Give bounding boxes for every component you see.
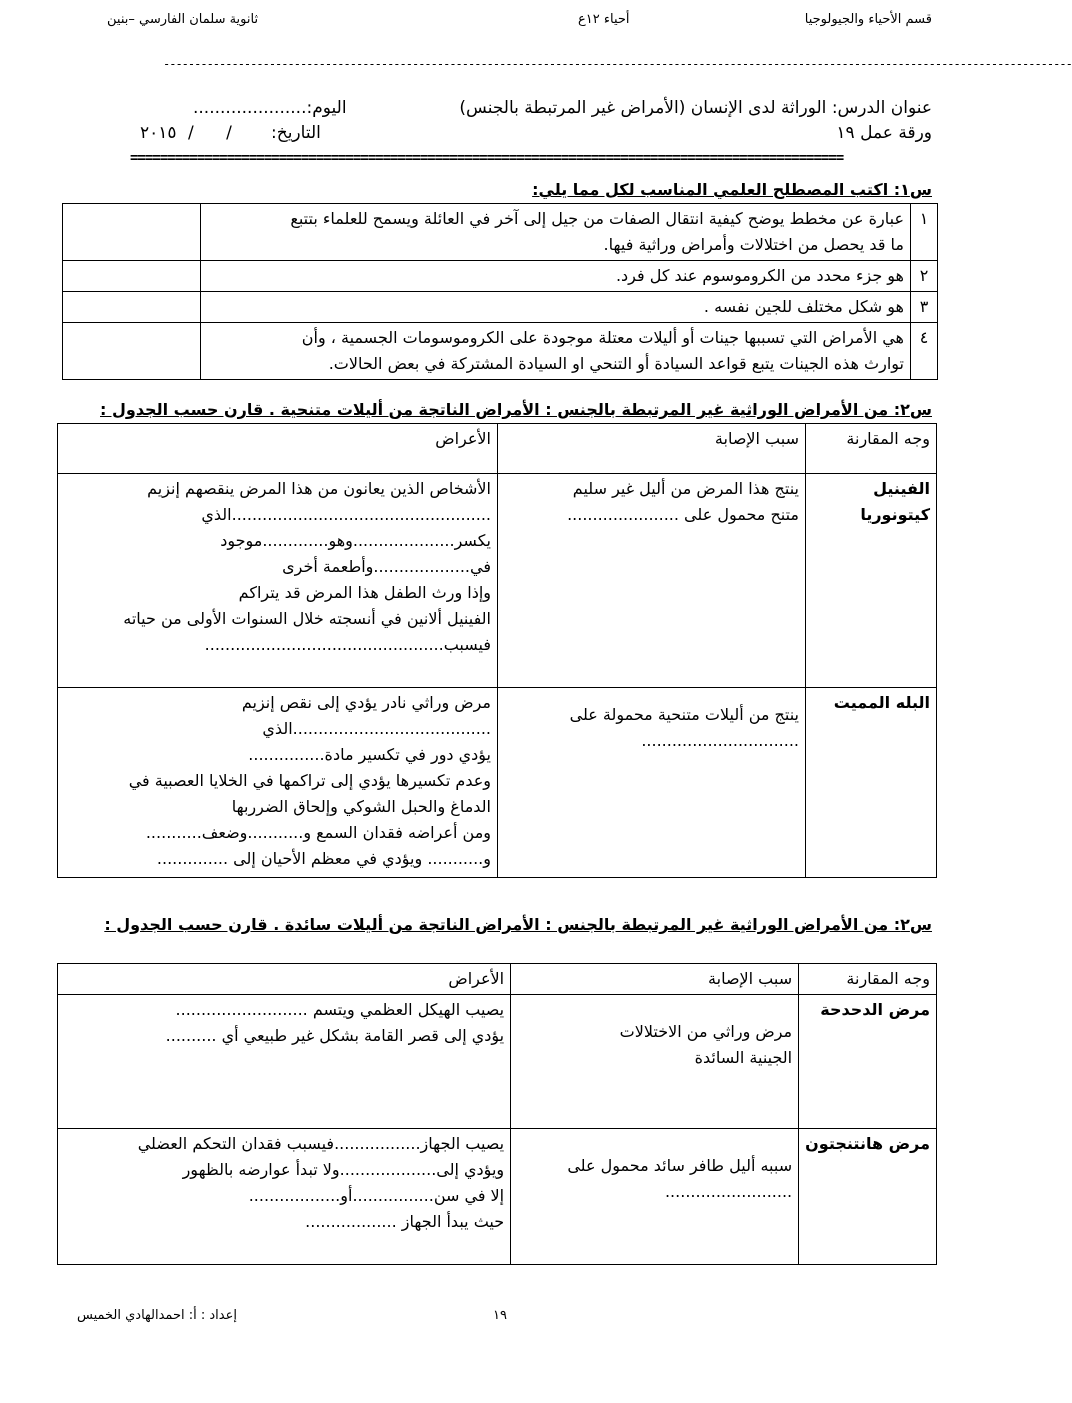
q1-row-text: هي الأمراض التي تسببها جينات أو أليلات معتلة موجودة على الكروموسومات الجسمية ، وأن توارث هذه الجينات يتبع قواعد السيادة أو التنحي او السيادة المشتركة في بعض الحالات.	[201, 323, 911, 380]
table-row	[63, 204, 938, 261]
q2-cause-cell[interactable]: ينتج من أليلات متنحية محمولة على ...............................	[498, 688, 806, 878]
q2-title: س٢: من الأمراض الوراثية غير المرتبطة بالجنس : الأمراض الناتجة من أليلات متنحية . قارن حسب الجدول :	[100, 400, 932, 419]
table-row	[58, 474, 937, 688]
date-slashes: / /	[188, 123, 232, 143]
q2-table	[57, 423, 937, 878]
q3-header-symptoms: الأعراض	[58, 964, 511, 995]
q2-cause-cell[interactable]: ينتج هذا المرض من أليل غير سليم متنح محمول على ......................	[498, 474, 806, 688]
table-row	[58, 964, 937, 995]
department-label: قسم الأحياء والجيولوجيا	[804, 12, 932, 27]
table-row	[58, 688, 937, 878]
q2-symptoms-cell[interactable]: مرض وراثي نادر يؤدي إلى نقص إنزيم .......................................الذي يؤدي دور في تكسير مادة............... وعدم تكسيرها يؤدي إلى تراكمها في الخلايا العصبية في الدماغ والحبل الشوكي وإلحاق الضرربها ومن أعراضه فقدان السمع و...........وضعف........... و........... ويؤدي في معظم الأحيان إلى ..............	[58, 688, 498, 878]
q3-disease-name: مرض الدحدحة	[799, 995, 937, 1129]
table-row	[63, 292, 938, 323]
table-row	[63, 261, 938, 292]
q1-title: س١: اكتب المصطلح العلمي المناسب لكل مما يلي:	[532, 180, 932, 199]
q2-disease-name: البله المميت	[806, 688, 937, 878]
q2-symptoms-cell[interactable]: الأشخاص الذين يعانون من هذا المرض ينقصهم إنزيم ...................................................الذي يكسر....................وهو.............موجود في...................وأطعمة أخرى وإذا ورث الطفل هذا المرض قد يتراكم الفينيل ألانين في أنسجته خلال السنوات الأولى من حياته فيسبب...............................................	[58, 474, 498, 688]
table-row	[63, 323, 938, 380]
q3-header-comparison: وجه المقارنة	[799, 964, 937, 995]
q3-cause-cell[interactable]: سببه أليل طافر سائد محمول على .........................	[511, 1129, 799, 1265]
q1-row-text: عبارة عن مخطط يوضح كيفية انتقال الصفات من جيل إلى آخر في العائلة ويسمح للعلماء بتتبع ما قد يحصل من اختلالات وأمراض وراثية فيها.	[201, 204, 911, 261]
q1-row-number: ٤	[911, 323, 938, 380]
table-row	[58, 424, 937, 474]
q2-header-comparison: وجه المقارنة	[806, 424, 937, 474]
date-year: ٢٠١٥	[140, 123, 177, 143]
q3-header-cause: سبب الإصابة	[511, 964, 799, 995]
q3-cause-cell[interactable]: مرض وراثي من الاختلالات الجينية السائدة	[511, 995, 799, 1129]
q1-row-text: هو شكل مختلف للجين نفسه .	[201, 292, 911, 323]
q1-table	[62, 203, 938, 380]
q1-row-text: هو جزء محدد من الكروموسوم عند كل فرد.	[201, 261, 911, 292]
q2-header-symptoms: الأعراض	[58, 424, 498, 474]
q3-title: س٢: من الأمراض الوراثية غير المرتبطة بالجنس : الأمراض الناتجة من أليلات سائدة . قارن حسب الجدول :	[104, 915, 932, 934]
prepared-by: إعداد : أ: احمدالهادي الخميس	[77, 1308, 237, 1323]
q1-answer-cell[interactable]	[63, 292, 201, 323]
q2-header-cause: سبب الإصابة	[498, 424, 806, 474]
page-number: ١٩	[493, 1308, 507, 1323]
table-row	[58, 995, 937, 1129]
school-label: ثانوية سلمان الفارسي –بنين	[107, 12, 259, 27]
date-label: التاريخ:	[271, 123, 321, 143]
worksheet-label: ورقة عمل ١٩	[836, 123, 932, 143]
q3-symptoms-cell[interactable]: يصيب الجهاز.................فيسبب فقدان التحكم العضلي ويؤدي إلى...................ولا تبدأ عوارضه بالظهور إلا في سن................أو.................. حيث يبدأ الجهاز ..................	[58, 1129, 511, 1265]
q2-disease-name: الفينيل كيتونوريا	[806, 474, 937, 688]
q3-symptoms-cell[interactable]: يصيب الهيكل العظمي ويتسم .......................... يؤدي إلى قصر القامة بشكل غير طبيعي أي ..........	[58, 995, 511, 1129]
day-field: اليوم:.....................	[193, 98, 347, 118]
q1-row-number: ٢	[911, 261, 938, 292]
q3-disease-name: مرض هانتنجتون	[799, 1129, 937, 1265]
table-row	[58, 1129, 937, 1265]
separator-dashes: --------------------------------------------------------------------------------------------------------------------------------------------------	[163, 57, 1072, 71]
subject-label: أحياء ١٢ع	[578, 12, 630, 27]
separator-equals: ================================================================================================	[130, 150, 844, 166]
q1-answer-cell[interactable]	[63, 204, 201, 261]
q1-row-number: ١	[911, 204, 938, 261]
q3-table	[57, 963, 937, 1265]
q1-answer-cell[interactable]	[63, 323, 201, 380]
lesson-title: عنوان الدرس: الوراثة لدى الإنسان (الأمراض غير المرتبطة بالجنس)	[459, 98, 932, 118]
q1-answer-cell[interactable]	[63, 261, 201, 292]
q1-row-number: ٣	[911, 292, 938, 323]
